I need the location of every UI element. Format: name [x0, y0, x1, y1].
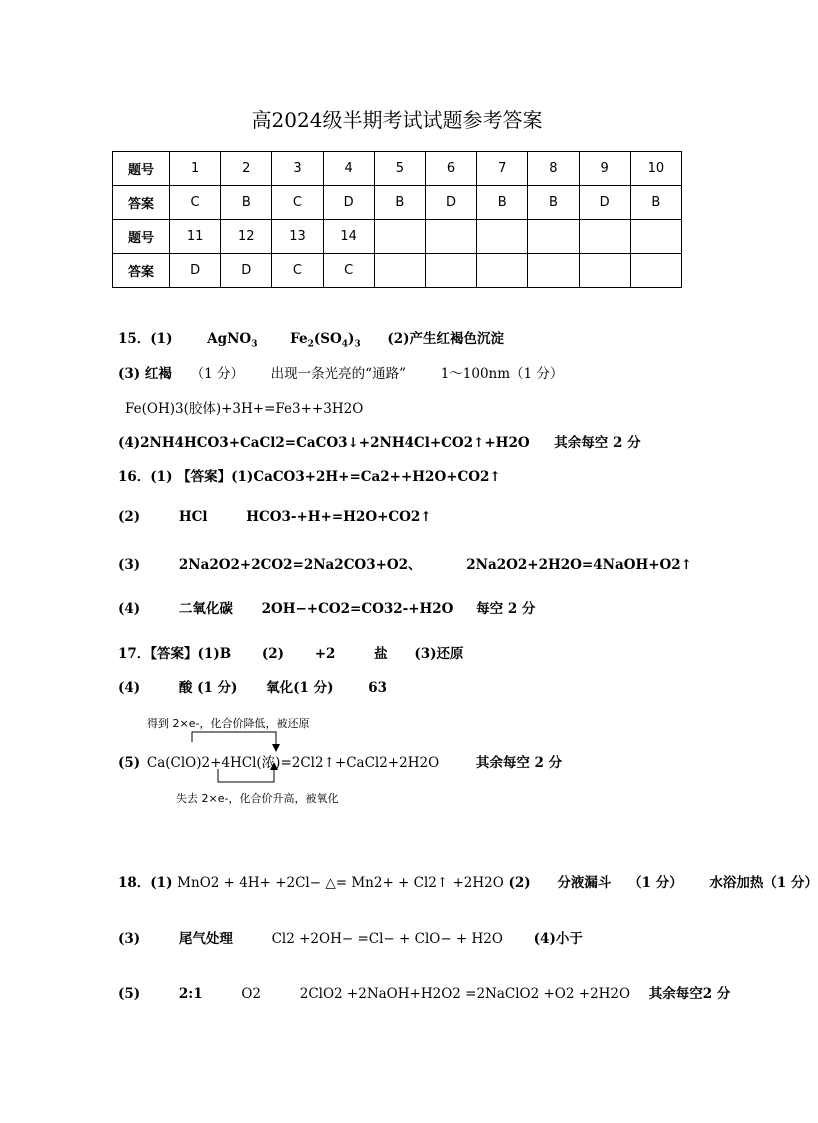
gain-bracket: [192, 732, 276, 746]
q18-part5-c: 2ClO2 +2NaOH+H2O2 =2NaClO2 +O2 +2H2O: [299, 986, 631, 1002]
q17-part4-c: 63: [368, 680, 388, 696]
table-cell: 5: [374, 152, 425, 186]
q18-part3-a: 尾气处理: [178, 931, 233, 947]
q17-rest-note: 其余每空 2 分: [475, 755, 563, 771]
table-cell: D: [221, 254, 272, 288]
q15-part3-range: 1～100nm（1 分）: [440, 366, 564, 382]
q18-part2-a: 分液漏斗: [557, 875, 612, 891]
row-header: 答案: [113, 186, 170, 220]
q18-part1-label: 18．(1): [118, 875, 173, 891]
q17-a: 17．【答案】(1)B: [118, 646, 232, 662]
q16-part3-b: 2Na2O2+2H2O=4NaOH+O2↑: [466, 557, 692, 573]
page-title: 高2024级半期考试试题参考答案: [251, 108, 543, 132]
q17-part4-a: 酸 (1 分): [178, 680, 238, 696]
q18-part5-label: (5): [118, 986, 141, 1002]
table-cell: 10: [630, 152, 681, 186]
table-cell: D: [579, 186, 630, 220]
q18-part2-score: （1 分）: [628, 875, 683, 891]
q17-part4-b: 氧化(1 分): [266, 680, 334, 696]
table-cell: 4: [323, 152, 374, 186]
row-header: 题号: [113, 152, 170, 186]
q16-part3-a: 2Na2O2+2CO2=2Na2CO3+O2、: [178, 557, 422, 573]
table-cell: D: [425, 186, 476, 220]
q17-line5: [118, 751, 562, 771]
lose-electrons-annotation: 失去 2×e-，化合价升高，被氧化: [176, 792, 339, 805]
q18-equation1: MnO2 + 4H+ +2Cl− △= Mn2+ + Cl2↑ +2H2O: [177, 875, 504, 891]
q16-line1: 16．(1) 【答案】(1)CaCO3+2H+=Ca2++H2O+CO2↑: [118, 469, 501, 485]
q15-part3-label: (3) 红褐: [118, 366, 172, 382]
q15-answer-1: AgNO$_3$: [207, 331, 258, 350]
table-cell: 6: [425, 152, 476, 186]
table-cell: 14: [323, 220, 374, 254]
q18-line1: [118, 871, 818, 891]
q16-part4-b: 2OH−+CO2=CO32-+H2O: [261, 601, 454, 617]
q16-part3-label: (3): [118, 557, 141, 573]
q15-equation4: (4)2NH4HCO3+CaCl2=CaCO3↓+2NH4Cl+CO2↑+H2O: [118, 435, 530, 451]
q16-part2-label: (2): [118, 509, 141, 525]
q18-part2-label: (2): [508, 875, 531, 891]
q18-part4: (4)小于: [533, 931, 583, 947]
q16-part2-b: HCO3-+H+=H2O+CO2↑: [246, 509, 432, 525]
q18-line3: [118, 982, 730, 1002]
table-cell: 2: [221, 152, 272, 186]
q15-equation3: Fe(OH)3(胶体)+3H+=Fe3++3H2O: [125, 401, 364, 417]
table-cell: 11: [170, 220, 221, 254]
q18-rest-note: 其余每空2 分: [648, 986, 731, 1002]
table-cell: B: [630, 186, 681, 220]
q17-part5-label: (5): [118, 755, 141, 771]
table-cell: B: [477, 186, 528, 220]
q16-part4-c: 每空 2 分: [476, 601, 536, 617]
q16-part4-a: 二氧化碳: [178, 601, 233, 617]
table-cell: 8: [528, 152, 579, 186]
q18-part5-a: 2:1: [178, 986, 203, 1002]
row-header: 答案: [113, 254, 170, 288]
q15-num: 15．(1): [118, 331, 173, 347]
table-cell: 1: [170, 152, 221, 186]
q17-b: (2): [261, 646, 284, 662]
table-cell: D: [323, 186, 374, 220]
row-header: 题号: [113, 220, 170, 254]
q18-line2: [118, 927, 583, 947]
table-cell: 13: [272, 220, 323, 254]
q15-part3-score: （1 分）: [190, 366, 244, 382]
q18-part5-b: O2: [241, 986, 262, 1002]
q17-part4-label: (4): [118, 680, 141, 696]
table-cell: 7: [477, 152, 528, 186]
q16-part2-a: HCl: [178, 509, 208, 525]
table-cell: B: [221, 186, 272, 220]
q17-e: (3)还原: [414, 646, 464, 662]
table-cell: B: [528, 186, 579, 220]
table-cell: C: [323, 254, 374, 288]
q17-c: +2: [314, 646, 336, 662]
q18-part3-b: Cl2 +2OH− =Cl− + ClO− + H2O: [271, 931, 503, 947]
gain-electrons-annotation: 得到 2×e-，化合价降低，被还原: [147, 717, 310, 730]
table-cell: 12: [221, 220, 272, 254]
table-cell: 9: [579, 152, 630, 186]
q18-part3-label: (3): [118, 931, 141, 947]
q17-d: 盐: [374, 646, 388, 662]
q15-part2: (2)产生红褐色沉淀: [387, 331, 505, 347]
q17-equation5: Ca(ClO)2+4HCl(浓)=2Cl2↑+CaCl2+2H2O: [146, 755, 440, 771]
q15-part3-text: 出现一条光亮的“通路”: [270, 366, 406, 382]
q18-part2-b: 水浴加热（1 分）: [709, 875, 818, 891]
q15-answer-2: $Fe_2(SO_4)_3$: [290, 331, 361, 350]
table-cell: C: [272, 186, 323, 220]
table-cell: C: [272, 254, 323, 288]
q15-rest-note: 其余每空 2 分: [554, 435, 641, 451]
q16-part4-label: (4): [118, 601, 141, 617]
table-cell: C: [170, 186, 221, 220]
table-cell: D: [170, 254, 221, 288]
table-cell: B: [374, 186, 425, 220]
table-cell: 3: [272, 152, 323, 186]
